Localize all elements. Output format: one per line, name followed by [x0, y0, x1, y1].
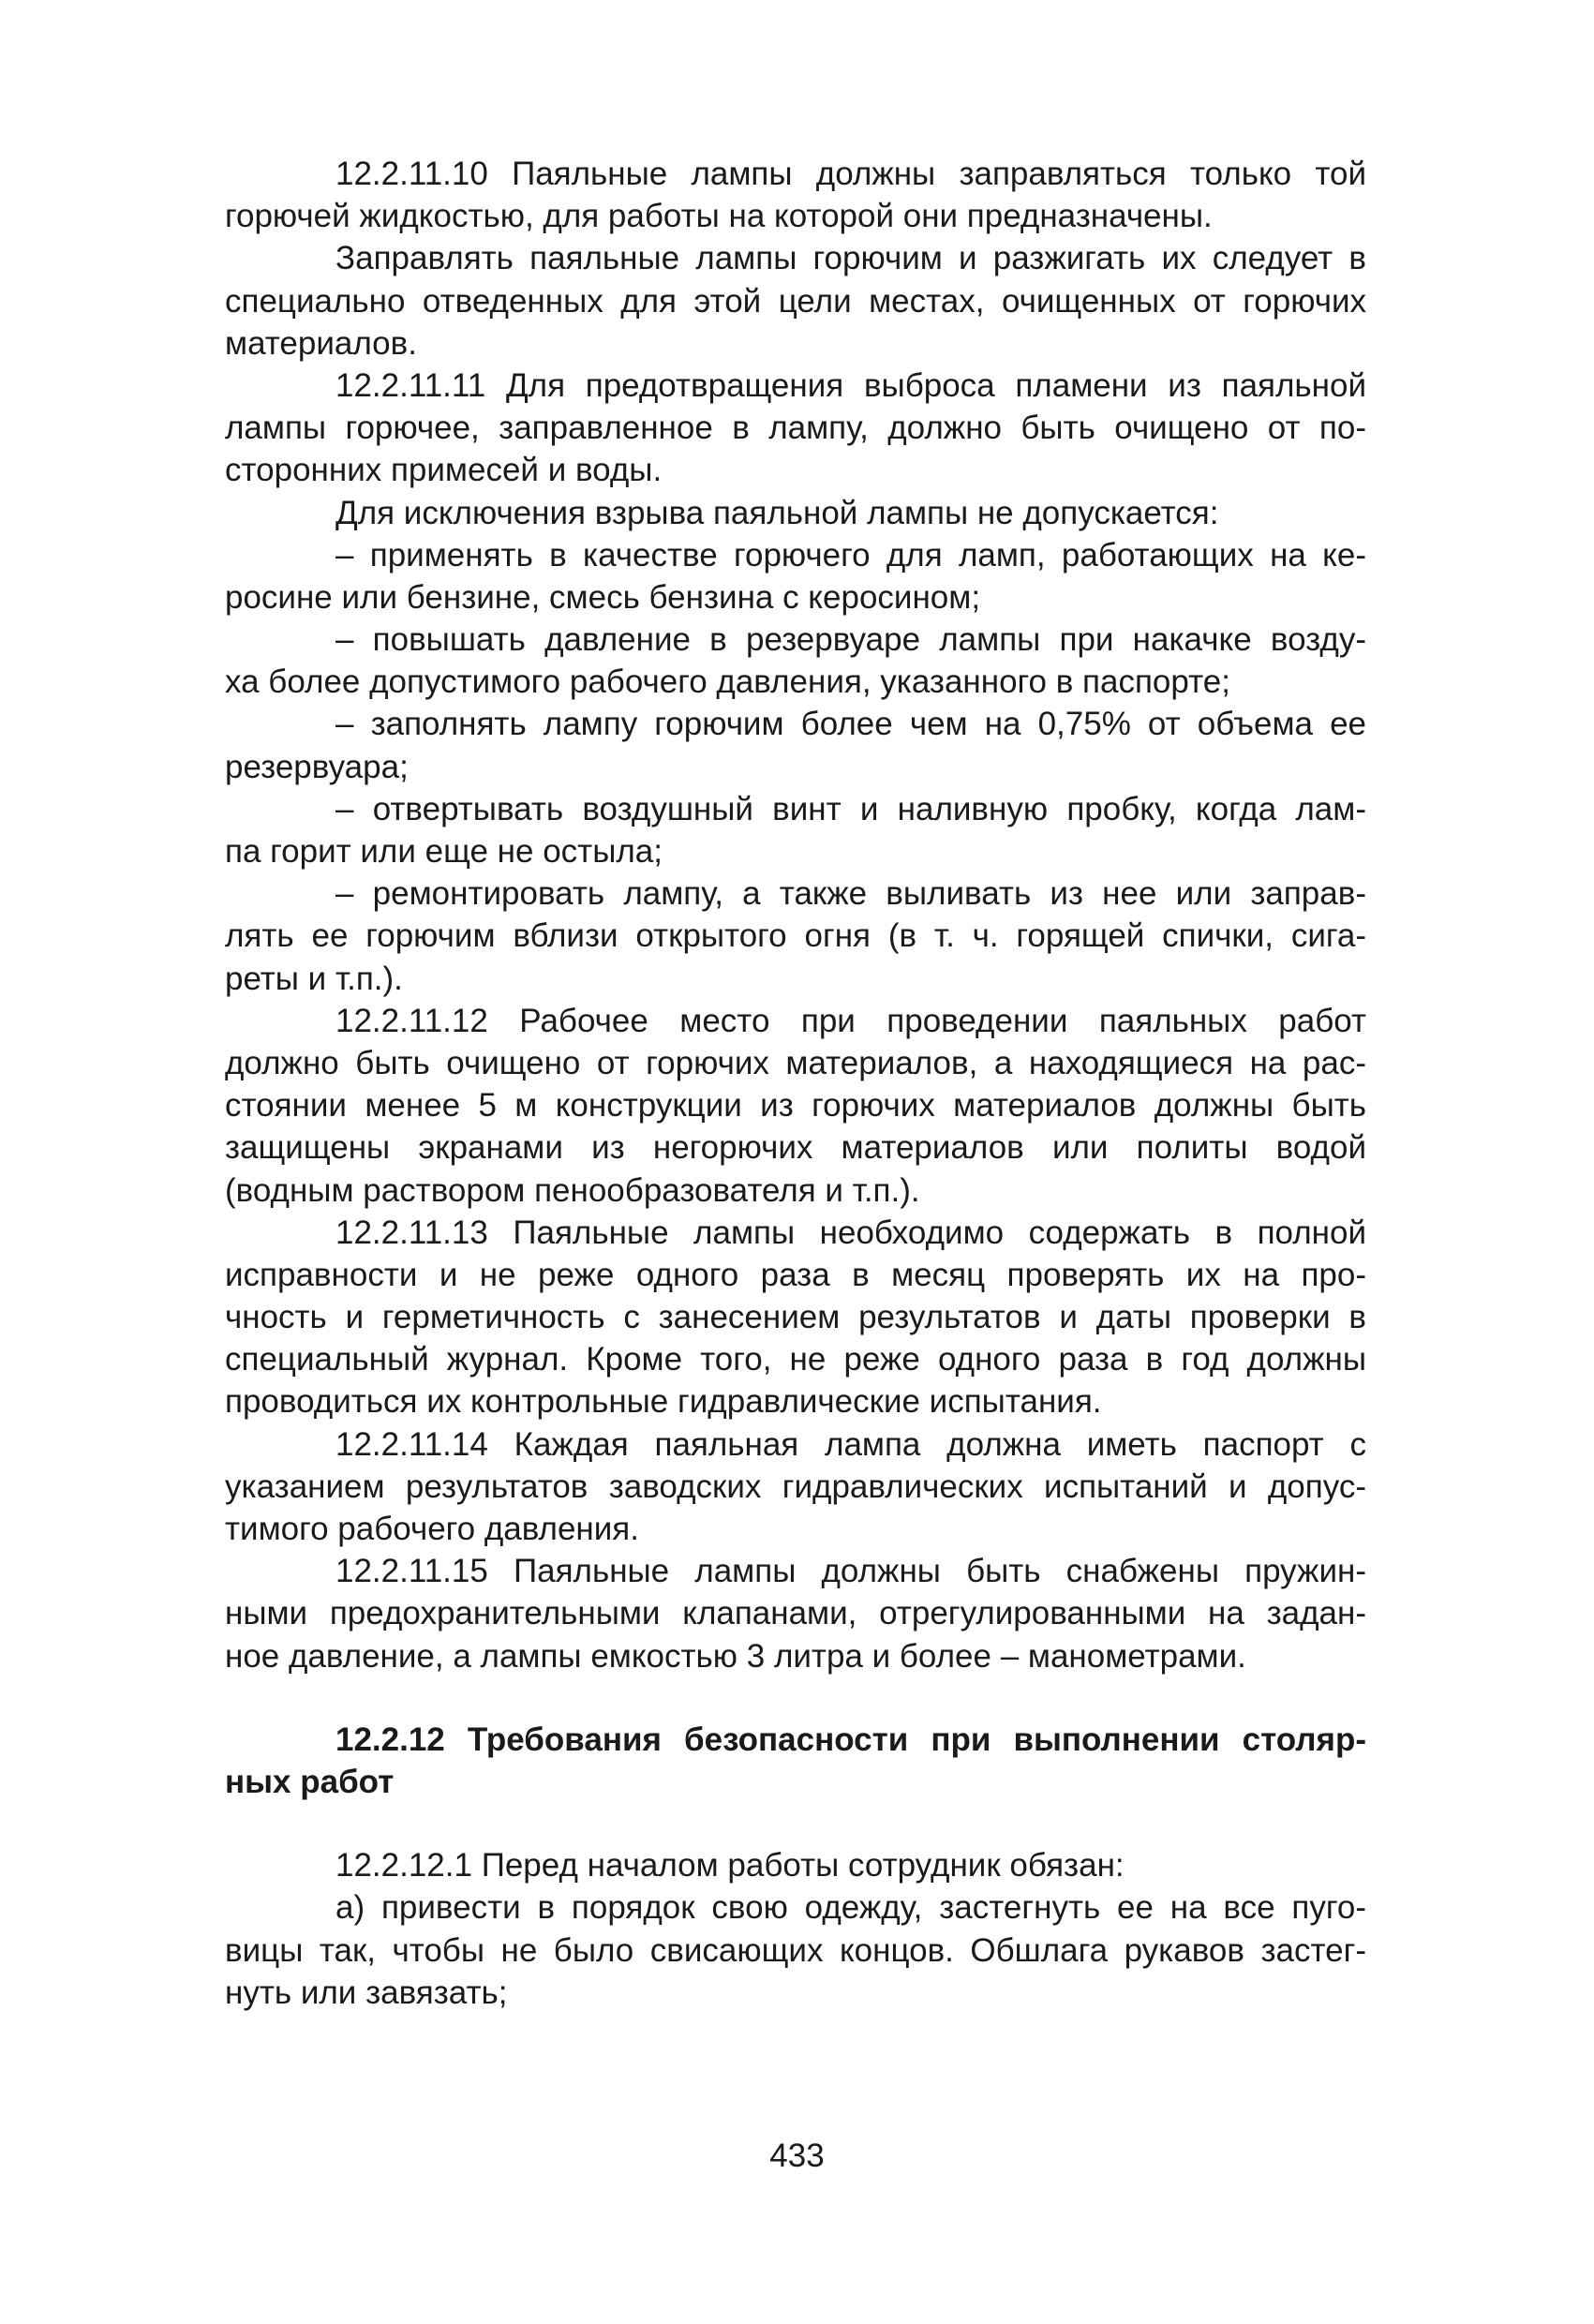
paragraph-12-2-11-14-line-1: 12.2.11.14 Каждая паяльная лампа должна иметь паспорт с	[335, 1425, 1366, 1463]
section-spacer-bottom	[225, 1803, 1366, 1844]
paragraph-12-2-11-13-line-5: проводиться их контрольные гидравлические испытания.	[225, 1383, 1102, 1421]
list-item-1-line-2: росине или бензине, смесь бензина с керосином;	[225, 578, 981, 616]
list-item-3-line-1: – заполнять лампу горючим более чем на 0,75% от объема ее	[335, 706, 1366, 743]
paragraph-12-2-11-12-line-1: 12.2.11.12 Рабочее место при проведении паяльных работ	[335, 1002, 1366, 1039]
section-spacer-top	[225, 1677, 1366, 1719]
paragraph-12-2-11-13-line-1: 12.2.11.13 Паяльные лампы необходимо содержать в полной	[335, 1214, 1366, 1251]
paragraph-refuel-line-1: Заправлять паяльные лампы горючим и разжигать их следует в	[335, 240, 1366, 277]
paragraph-12-2-11-15-line-2: ными предохранительными клапанами, отрегулированными на задан-	[225, 1595, 1366, 1632]
paragraph-12-2-12-1: 12.2.12.1 Перед началом работы сотрудник обязан:	[335, 1847, 1125, 1885]
paragraph-12-2-11-13-line-4: специальный журнал. Кроме того, не реже одного раза в год должны	[225, 1341, 1366, 1378]
paragraph-refuel-line-3: материалов.	[225, 324, 417, 362]
paragraph-12-2-11-12-line-5: (водным раствором пенообразователя и т.п.).	[225, 1171, 920, 1209]
paragraph-12-2-11-10-line-2: горючей жидкостью, для работы на которой они предназначены.	[225, 198, 1213, 235]
list-item-5-line-2: лять ее горючим вблизи открытого огня (в т. ч. горящей спички, сига-	[225, 917, 1366, 955]
paragraph-12-2-11-15-line-3: ное давление, а лампы емкостью 3 литра и более – манометрами.	[225, 1637, 1246, 1675]
paragraph-12-2-11-11-line-1: 12.2.11.11 Для предотвращения выброса пламени из паяльной	[335, 366, 1366, 404]
list-item-4-line-1: – отвертывать воздушный винт и наливную пробку, когда лам-	[335, 790, 1366, 827]
list-item-4-line-2: па горит или еще не остыла;	[225, 833, 663, 870]
paragraph-12-2-11-13-line-3: чность и герметичность с занесением результатов и даты проверки в	[225, 1299, 1366, 1336]
paragraph-12-2-11-12-line-4: защищены экранами из негорючих материалов или политы водой	[225, 1129, 1366, 1167]
paragraph-12-2-11-12-line-3: стоянии менее 5 м конструкции из горючих материалов должны быть	[225, 1087, 1366, 1125]
section-heading-12-2-12-line-2: ных работ	[225, 1763, 395, 1800]
list-item-3-line-2: резервуара;	[225, 748, 409, 785]
list-item-5-line-3: реты и т.п.).	[225, 960, 403, 997]
list-item-2-line-1: – повышать давление в резервуаре лампы при накачке возду-	[335, 621, 1366, 659]
list-item-a-line-2: вицы так, чтобы не было свисающих концов. Обшлага рукавов застег-	[225, 1931, 1366, 1969]
paragraph-12-2-11-10-line-1: 12.2.11.10 Паяльные лампы должны заправляться только той	[335, 156, 1366, 192]
paragraph-12-2-11-14-line-3: тимого рабочего давления.	[225, 1511, 639, 1547]
paragraph-12-2-11-14-line-2: указанием результатов заводских гидравлических испытаний и допус-	[225, 1467, 1366, 1505]
list-item-1-line-1: – применять в качестве горючего для ламп, работающих на ке-	[335, 536, 1366, 574]
list-item-2-line-2: ха более допустимого рабочего давления, указанного в паспорте;	[225, 663, 1230, 701]
paragraph-refuel-line-2: специально отведенных для этой цели местах, очищенных от горючих	[225, 282, 1366, 320]
paragraph-12-2-11-15-line-1: 12.2.11.15 Паяльные лампы должны быть снабжены пружин-	[335, 1553, 1366, 1590]
paragraph-12-2-11-11-line-3: сторонних примесей и воды.	[225, 452, 663, 489]
paragraph-12-2-11-12-line-2: должно быть очищено от горючих материалов, а находящиеся на рас-	[225, 1044, 1366, 1081]
list-item-5-line-1: – ремонтировать лампу, а также выливать из нее или заправ-	[335, 875, 1366, 913]
list-item-a-line-3: нуть или завязать;	[225, 1974, 508, 2011]
page-number: 433	[769, 2138, 825, 2174]
paragraph-12-2-11-13-line-2: исправности и не реже одного раза в месяц проверять их на про-	[225, 1256, 1366, 1293]
list-item-a-line-1: а) привести в порядок свою одежду, застегнуть ее на все пуго-	[335, 1889, 1366, 1927]
paragraph-12-2-11-11-line-2: лампы горючее, заправленное в лампу, должно быть очищено от по-	[225, 410, 1366, 447]
paragraph-explosion-intro: Для исключения взрыва паяльной лампы не допускается:	[335, 494, 1219, 531]
section-heading-12-2-12-line-1: 12.2.12 Требования безопасности при выполнении столяр-	[335, 1721, 1366, 1758]
page-text-column	[225, 153, 1366, 2014]
